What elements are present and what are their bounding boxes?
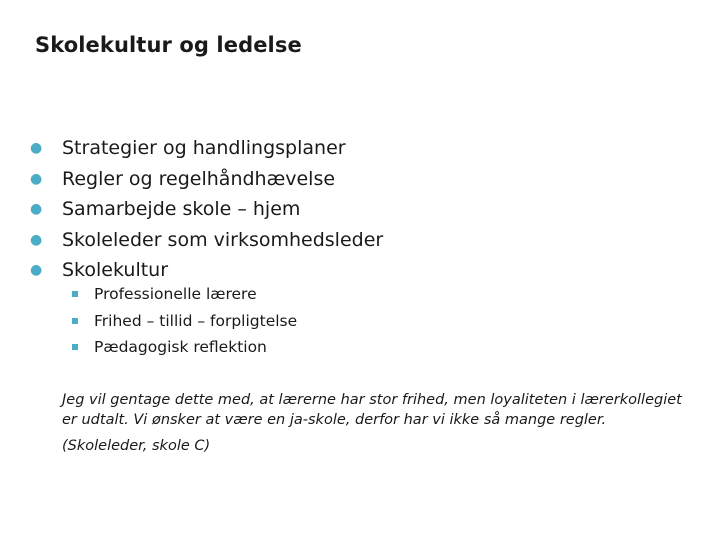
sub-bullet-label: Pædagogisk reflektion <box>94 338 267 356</box>
bullet-label: Skolekultur <box>62 259 169 281</box>
bullet-label: Skoleleder som virksomhedsleder <box>62 228 384 251</box>
quote-source: (Skoleleder, skole C) <box>62 438 211 454</box>
bullet-dot-icon: ● <box>30 262 43 278</box>
sub-bullet-label: Professionelle lærere <box>94 285 257 303</box>
sub-bullet-label: Frihed – tillid – forpligtelse <box>94 311 298 330</box>
bullet-dot-icon: ● <box>30 140 43 156</box>
sub-bullet-list <box>72 281 297 361</box>
quote-block <box>62 390 692 456</box>
bullet-label: Samarbejde skole – hjem <box>62 198 301 220</box>
bullet-dot-icon: ● <box>30 170 43 187</box>
bullet-label: Regler og regelhåndhævelse <box>62 167 336 190</box>
bullet-dot-icon: ● <box>30 201 43 217</box>
sub-bullet-item <box>72 308 297 335</box>
square-bullet-icon <box>72 318 78 324</box>
sub-bullet-item <box>72 334 297 361</box>
bullet-item <box>30 164 383 195</box>
bullet-item <box>30 133 383 164</box>
quote-text: Jeg vil gentage dette med, at lærerne har stor frihed, men loyaliteten i lærerkollegiet er udtalt. Vi ønsker at være en ja-skole, derfor har vi ikke så mange regler. <box>62 392 682 428</box>
slide-title: Skolekultur og ledelse <box>35 33 302 57</box>
square-bullet-icon <box>72 344 78 350</box>
sub-bullet-item <box>72 281 297 308</box>
bullet-list <box>30 133 383 286</box>
bullet-item <box>30 194 383 225</box>
bullet-item <box>30 225 383 256</box>
bullet-label: Strategier og handlingsplaner <box>62 137 346 159</box>
bullet-dot-icon: ● <box>30 231 43 248</box>
square-bullet-icon <box>72 291 78 297</box>
